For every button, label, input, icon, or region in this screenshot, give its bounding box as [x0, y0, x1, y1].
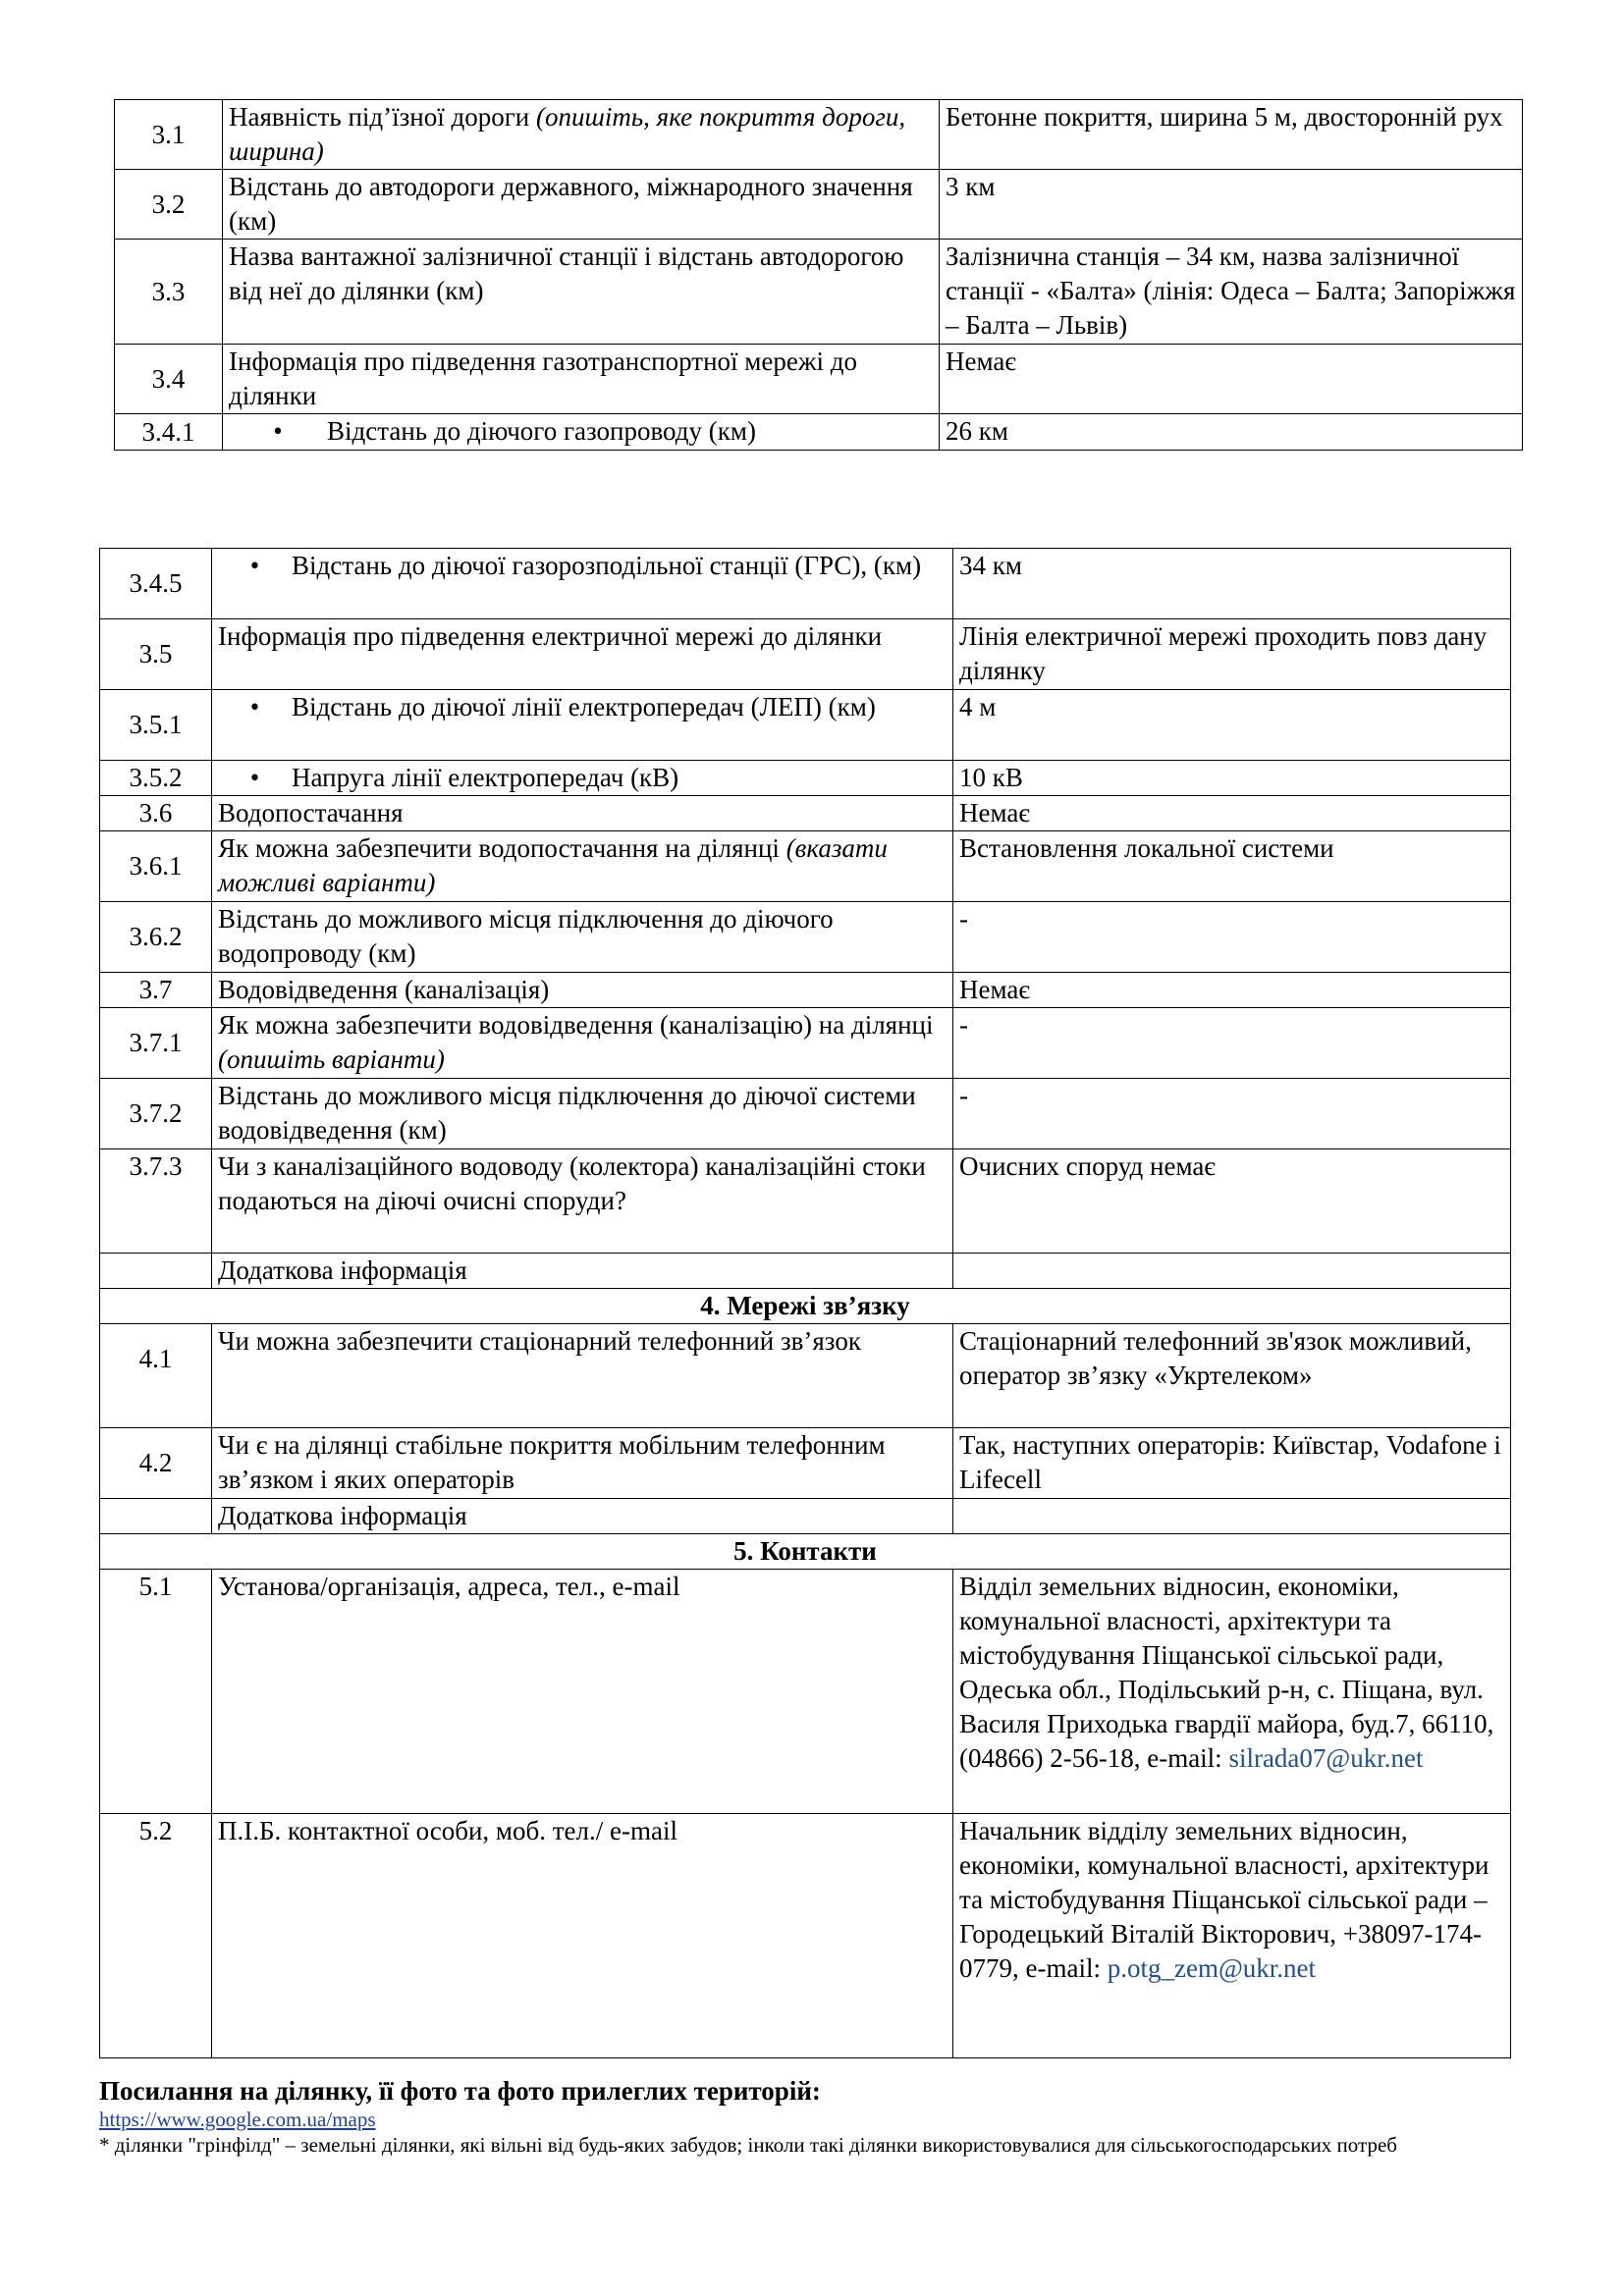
table-row [100, 619, 1511, 690]
row-value: Бетонне покриття, ширина 5 м, двосторонній рух [940, 100, 1523, 170]
table-row [100, 1149, 1511, 1254]
email-link[interactable]: p.otg_zem@ukr.net [1107, 1953, 1317, 1983]
row-number: 3.7 [100, 973, 212, 1008]
row-number: 4.2 [100, 1428, 212, 1499]
row-label: Установа/організація, адреса, тел., e-mail [212, 1570, 953, 1814]
maps-link[interactable]: https://www.google.com.ua/maps [99, 2108, 376, 2131]
row-number: 5.1 [100, 1570, 212, 1814]
table-row [115, 100, 1523, 170]
row-number: 3.4.5 [100, 549, 212, 619]
row-label: Назва вантажної залізничної станції і відстань автодорогою від неї до ділянки (км) [223, 240, 940, 345]
row-number: 3.6 [100, 796, 212, 831]
row-value: 26 км [940, 414, 1523, 451]
row-label: • Відстань до діючої газорозподільної станції (ГРС), (км) [212, 549, 953, 619]
row-label: Відстань до автодороги державного, міжнародного значення (км) [223, 170, 940, 240]
table-row [100, 902, 1511, 973]
row-label: Водопостачання [212, 796, 953, 831]
table-row [100, 549, 1511, 619]
section-header-row [100, 1289, 1511, 1324]
row-number: 4.1 [100, 1324, 212, 1428]
row-number: 3.5.2 [100, 761, 212, 796]
bullet-icon: • [249, 763, 260, 792]
row-value: Немає [953, 973, 1511, 1008]
footnote: * ділянки "грінфілд" – земельні ділянки, які вільні від будь-яких забудов; інколи такі ділянки використовувалися для сільськогосподарських потреб [99, 2133, 1397, 2157]
row-value: 3 км [940, 170, 1523, 240]
row-value: Немає [940, 345, 1523, 414]
row-number: 3.4 [115, 345, 223, 414]
row-number: 3.1 [115, 100, 223, 170]
row-number: 3.7.1 [100, 1008, 212, 1079]
row-number: 5.2 [100, 1814, 212, 2058]
row-label: Додаткова інформація [212, 1254, 953, 1289]
table-row [100, 831, 1511, 902]
row-number: 3.7.2 [100, 1079, 212, 1149]
infrastructure-table-main [99, 548, 1511, 2058]
table-row [100, 1254, 1511, 1289]
row-label: П.І.Б. контактної особи, моб. тел./ e-mail [212, 1814, 953, 2058]
row-label: Чи з каналізаційного водоводу (колектора) каналізаційні стоки подаються на діючі очисні споруди? [212, 1149, 953, 1254]
row-number: 3.3 [115, 240, 223, 345]
footer [99, 2075, 1513, 2158]
row-label: Чи є на ділянці стабільне покриття мобільним телефонним зв’язком і яких операторів [212, 1428, 953, 1499]
row-number: 3.4.1 [115, 414, 223, 451]
row-number: 3.6.1 [100, 831, 212, 902]
table-row [100, 761, 1511, 796]
row-value: Начальник відділу земельних відносин, економіки, комунальної власності, архітектури та містобудування Піщанської сільської ради – Городецький Віталій Вікторович, +38097-174-0779, e-mail: p.otg_zem@ukr.net [953, 1814, 1511, 2058]
row-number: 3.6.2 [100, 902, 212, 973]
table-row [100, 1499, 1511, 1534]
table-row [100, 1008, 1511, 1079]
row-value: - [953, 1079, 1511, 1149]
links-heading: Посилання на ділянку, її фото та фото прилеглих територій: [99, 2076, 821, 2106]
row-number: 3.5 [100, 619, 212, 690]
row-label: Додаткова інформація [212, 1499, 953, 1534]
table-row [100, 796, 1511, 831]
row-value: 10 кВ [953, 761, 1511, 796]
row-label: Наявність під’їзної дороги (опишіть, яке покриття дороги, ширина) [223, 100, 940, 170]
table-row [100, 690, 1511, 761]
table-row [100, 973, 1511, 1008]
row-number [100, 1499, 212, 1534]
row-number: 3.7.3 [100, 1149, 212, 1254]
infrastructure-table-top [114, 99, 1523, 451]
row-label: Чи можна забезпечити стаціонарний телефонний зв’язок [212, 1324, 953, 1428]
row-number [100, 1254, 212, 1289]
section-header-row [100, 1534, 1511, 1570]
row-value: Встановлення локальної системи [953, 831, 1511, 902]
row-label: • Відстань до діючої лінії електропередач (ЛЕП) (км) [212, 690, 953, 761]
row-value: 34 км [953, 549, 1511, 619]
row-value: Залізнична станція – 34 км, назва залізничної станції - «Балта» (лінія: Одеса – Балта; Запоріжжя – Балта – Львів) [940, 240, 1523, 345]
row-label: Інформація про підведення електричної мережі до ділянки [212, 619, 953, 690]
row-value: 4 м [953, 690, 1511, 761]
row-value: Так, наступних операторів: Київстар, Vodafone і Lifecell [953, 1428, 1511, 1499]
email-link[interactable]: silrada07@ukr.net [1228, 1743, 1424, 1773]
row-value: Лінія електричної мережі проходить повз дану ділянку [953, 619, 1511, 690]
row-value [953, 1254, 1511, 1289]
table-row [115, 170, 1523, 240]
row-label: Відстань до можливого місця підключення до діючого водопроводу (км) [212, 902, 953, 973]
row-value: Немає [953, 796, 1511, 831]
table-row [100, 1428, 1511, 1499]
row-label: Як можна забезпечити водопостачання на ділянці (вказати можливі варіанти) [212, 831, 953, 902]
bullet-icon: • [249, 692, 260, 721]
row-value: Стаціонарний телефонний зв'язок можливий, оператор зв’язку «Укртелеком» [953, 1324, 1511, 1428]
row-value: Очисних споруд немає [953, 1149, 1511, 1254]
table-row [115, 240, 1523, 345]
table-row [115, 345, 1523, 414]
table-row [100, 1079, 1511, 1149]
section-title: 4. Мережі зв’язку [100, 1289, 1511, 1324]
table-row [100, 1814, 1511, 2058]
row-label: • Відстань до діючого газопроводу (км) [223, 414, 940, 451]
row-label: Як можна забезпечити водовідведення (каналізацію) на ділянці (опишіть варіанти) [212, 1008, 953, 1079]
row-label: Інформація про підведення газотранспортної мережі до ділянки [223, 345, 940, 414]
row-label: Водовідведення (каналізація) [212, 973, 953, 1008]
row-label: • Напруга лінії електропередач (кВ) [212, 761, 953, 796]
row-number: 3.2 [115, 170, 223, 240]
row-label: Відстань до можливого місця підключення до діючої системи водовідведення (км) [212, 1079, 953, 1149]
table-row [100, 1324, 1511, 1428]
bullet-icon: • [249, 551, 260, 580]
table-row [100, 1570, 1511, 1814]
bullet-icon: • [273, 416, 283, 446]
row-value: - [953, 902, 1511, 973]
row-value [953, 1499, 1511, 1534]
row-value: - [953, 1008, 1511, 1079]
row-number: 3.5.1 [100, 690, 212, 761]
section-title: 5. Контакти [100, 1534, 1511, 1570]
row-value: Відділ земельних відносин, економіки, комунальної власності, архітектури та містобудування Піщанської сільської ради, Одеська обл., Подільський р-н, с. Піщана, вул. Василя Приходька гвардії майора, буд.7, 66110, (04866) 2-56-18, e-mail: silrada07@ukr.net [953, 1570, 1511, 1814]
table-row [115, 414, 1523, 451]
